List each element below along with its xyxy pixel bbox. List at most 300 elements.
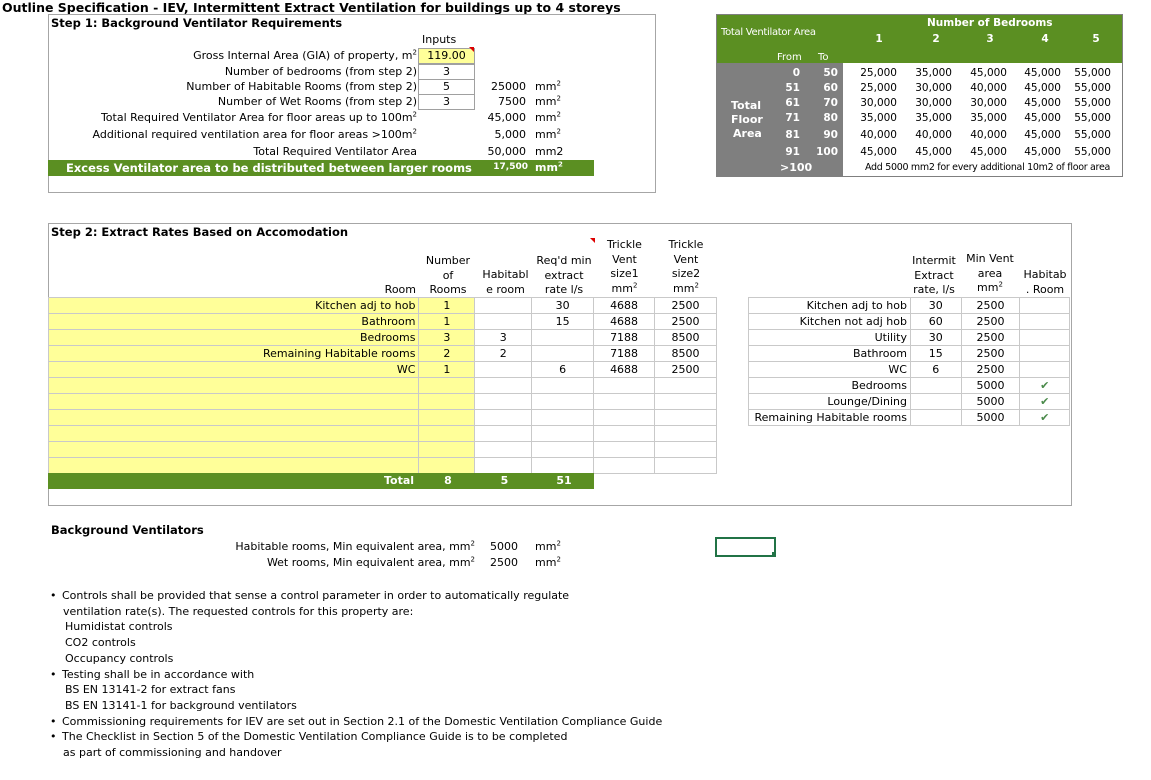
trickle2-cell bbox=[655, 442, 717, 458]
trickle1-cell: 7188 bbox=[594, 330, 655, 346]
ref-rate-cell: 30 bbox=[910, 298, 961, 314]
habitable-check-icon: ✔ bbox=[1020, 394, 1070, 410]
bedroom-column-header: 2 bbox=[932, 33, 940, 45]
number-cell[interactable] bbox=[419, 410, 475, 426]
text-part: extract bbox=[544, 268, 584, 282]
text-part: Wet rooms, Min equivalent area, mm bbox=[266, 556, 471, 569]
note-line: Humidistat controls bbox=[65, 620, 173, 634]
to-label: To bbox=[818, 52, 829, 63]
trickle-vent-2-header bbox=[655, 238, 717, 251]
trickle2-cell: 8500 bbox=[655, 330, 717, 346]
reqd-rate-cell: 15 bbox=[532, 314, 594, 330]
background-row-label bbox=[180, 540, 475, 553]
room-name-cell[interactable] bbox=[49, 410, 419, 426]
lookup-value: 35,000 bbox=[860, 112, 897, 124]
ref-rate-cell bbox=[910, 378, 961, 394]
text-part: mm bbox=[535, 80, 557, 93]
reference-row bbox=[749, 378, 1070, 394]
empty-cell bbox=[655, 458, 717, 474]
step2-heading: Step 2: Extract Rates Based on Accomodation bbox=[51, 225, 349, 239]
number-cell[interactable] bbox=[419, 378, 475, 394]
lookup-value: 40,000 bbox=[915, 129, 952, 141]
reqd-rate-header bbox=[533, 269, 595, 282]
excess-value: 17,500 bbox=[493, 162, 528, 172]
lookup-row bbox=[717, 144, 1122, 160]
habitable-cell bbox=[475, 314, 532, 330]
trickle1-cell bbox=[594, 410, 655, 426]
reference-rates-table bbox=[748, 297, 1070, 426]
trickle1-cell: 7188 bbox=[594, 346, 655, 362]
reference-rates-body bbox=[749, 298, 1070, 426]
ref-rate-cell bbox=[910, 410, 961, 426]
superscript: 2 bbox=[556, 110, 561, 119]
number-of-rooms-header bbox=[420, 254, 476, 267]
note-line: Controls shall be provided that sense a control parameter in order to automatically regulate bbox=[62, 589, 570, 602]
reference-row bbox=[749, 314, 1070, 330]
text-part: Habitabl bbox=[482, 268, 529, 281]
reference-row bbox=[749, 394, 1070, 410]
superscript: 2 bbox=[470, 555, 475, 564]
lookup-value: 55,000 bbox=[1074, 82, 1111, 94]
empty-cell bbox=[594, 458, 655, 474]
lookup-row bbox=[717, 65, 1122, 81]
total-reqd: 51 bbox=[556, 474, 572, 487]
lookup-to: 80 bbox=[823, 112, 838, 124]
room-name-cell[interactable]: Remaining Habitable rooms bbox=[49, 346, 419, 362]
lookup-value: 30,000 bbox=[915, 97, 952, 109]
text-part: size1 bbox=[610, 267, 639, 280]
trickle-vent-1-header bbox=[595, 267, 654, 280]
text-part: rate, l/s bbox=[913, 283, 955, 296]
reqd-rate-cell bbox=[532, 426, 594, 442]
lookup-value: 45,000 bbox=[1024, 67, 1061, 79]
step1-row-value: 5,000 bbox=[494, 128, 526, 141]
text-part: mm bbox=[977, 281, 999, 294]
bullet-icon: • bbox=[50, 730, 57, 744]
ventilator-lookup-table bbox=[716, 14, 1123, 177]
superscript: 2 bbox=[412, 127, 417, 136]
text-part: mm bbox=[535, 111, 557, 124]
text-part: Trickle bbox=[668, 238, 704, 251]
text-part: mm bbox=[673, 281, 695, 295]
text-part: mm bbox=[535, 540, 557, 553]
lookup-value: 45,000 bbox=[860, 146, 897, 158]
lookup-from: 0 bbox=[792, 67, 800, 79]
text-part: Habitable rooms, Min equivalent area, mm bbox=[235, 540, 471, 553]
text-part: of bbox=[442, 268, 454, 282]
table-row bbox=[49, 346, 717, 362]
total-floor-area-label-1: Total bbox=[731, 99, 762, 112]
superscript: 2 bbox=[412, 110, 417, 119]
step1-row-label bbox=[60, 65, 417, 78]
table-row bbox=[49, 362, 717, 378]
intermit-rate-header bbox=[908, 254, 960, 267]
total-number: 8 bbox=[444, 474, 452, 487]
lookup-value: 45,000 bbox=[1024, 97, 1061, 109]
bedroom-column-header: 4 bbox=[1041, 33, 1049, 45]
habitable-check-icon: ✔ bbox=[1020, 410, 1070, 426]
ref-rate-cell: 60 bbox=[910, 314, 961, 330]
reqd-rate-cell bbox=[532, 442, 594, 458]
text-part: e room bbox=[486, 282, 525, 296]
over-100-label: >100 bbox=[780, 161, 813, 174]
lookup-value: 25,000 bbox=[860, 82, 897, 94]
habitable-cell bbox=[475, 410, 532, 426]
reqd-rate-cell: 6 bbox=[532, 362, 594, 378]
step1-heading: Step 1: Background Ventilator Requirements bbox=[51, 16, 343, 30]
lookup-to: 100 bbox=[816, 146, 838, 158]
reqd-rate-cell bbox=[532, 394, 594, 410]
step1-row-unit bbox=[535, 95, 561, 108]
habitable-cell: 2 bbox=[475, 346, 532, 362]
number-cell[interactable] bbox=[419, 394, 475, 410]
step1-input-field[interactable]: 3 bbox=[418, 64, 475, 80]
text-part: area bbox=[977, 266, 1003, 280]
ref-room-cell: Utility bbox=[749, 330, 911, 346]
ref-area-cell: 5000 bbox=[961, 378, 1020, 394]
habitable-check-icon bbox=[1020, 298, 1070, 314]
lookup-from: 81 bbox=[785, 129, 800, 141]
lookup-value: 45,000 bbox=[1024, 129, 1061, 141]
min-vent-area-header bbox=[960, 252, 1020, 265]
background-row-value: 2500 bbox=[490, 556, 518, 569]
text-part: mm bbox=[535, 95, 557, 108]
trickle2-cell bbox=[655, 410, 717, 426]
room-header: Room bbox=[384, 283, 416, 296]
ref-room-cell: Lounge/Dining bbox=[749, 394, 911, 410]
step1-row-label bbox=[60, 111, 417, 124]
bedroom-column-header: 5 bbox=[1092, 33, 1100, 45]
lookup-to: 90 bbox=[823, 129, 838, 141]
ref-area-cell: 2500 bbox=[961, 298, 1020, 314]
superscript: 2 bbox=[470, 539, 475, 548]
lookup-value: 30,000 bbox=[915, 82, 952, 94]
sheet-title: Outline Specification - IEV, Intermittent Extract Ventilation for buildings up to 4 storeys bbox=[2, 0, 621, 15]
reqd-rate-cell bbox=[532, 330, 594, 346]
text-part: Additional required ventilation area for floor areas >100m bbox=[92, 128, 413, 141]
ref-room-cell: Kitchen adj to hob bbox=[749, 298, 911, 314]
text-part: Trickle bbox=[607, 238, 642, 251]
number-cell[interactable]: 3 bbox=[419, 330, 475, 346]
bullet-icon: • bbox=[50, 589, 57, 602]
lookup-from: 51 bbox=[785, 82, 800, 94]
trickle-vent-1-header bbox=[595, 238, 654, 251]
step1-row-unit bbox=[535, 111, 561, 124]
background-row-value: 5000 bbox=[490, 540, 518, 553]
text-part: Vent bbox=[612, 252, 637, 266]
note-line: BS EN 13141-2 for extract fans bbox=[65, 683, 236, 697]
trickle2-cell bbox=[655, 378, 717, 394]
trickle2-cell: 2500 bbox=[655, 298, 717, 314]
number-cell[interactable]: 2 bbox=[419, 346, 475, 362]
note-line: as part of commissioning and handover bbox=[63, 746, 282, 759]
bedroom-column-header: 1 bbox=[875, 33, 883, 45]
habitable-header bbox=[477, 283, 534, 296]
trickle1-cell bbox=[594, 378, 655, 394]
lookup-row bbox=[717, 80, 1122, 96]
step1-row-unit bbox=[535, 145, 563, 158]
reference-row bbox=[749, 362, 1070, 378]
habitable-cell bbox=[475, 298, 532, 314]
text-part: Intermit bbox=[912, 254, 956, 267]
empty-cell bbox=[419, 458, 475, 474]
text-part: mm bbox=[535, 128, 557, 141]
background-row-unit bbox=[535, 556, 561, 569]
table-row bbox=[49, 410, 717, 426]
room-name-cell[interactable] bbox=[49, 394, 419, 410]
note-line: CO2 controls bbox=[65, 636, 136, 650]
excess-unit: $mm^2$ bbox=[535, 160, 563, 174]
lookup-from: 91 bbox=[785, 146, 800, 158]
habitable-header bbox=[477, 268, 534, 281]
trickle-vent-2-header bbox=[655, 267, 717, 280]
step1-input-field[interactable]: 5 bbox=[418, 79, 475, 95]
trickle-vent-2-header bbox=[655, 253, 717, 266]
step1-input-field[interactable]: 3 bbox=[418, 94, 475, 110]
empty-cell bbox=[475, 458, 532, 474]
excess-label: Excess Ventilator area to be distributed between larger rooms bbox=[66, 161, 472, 175]
fill-handle[interactable] bbox=[772, 552, 776, 556]
trickle2-cell: 8500 bbox=[655, 346, 717, 362]
ref-room-cell: Bedrooms bbox=[749, 378, 911, 394]
lookup-title: Total Ventilator Area bbox=[721, 27, 816, 38]
habitable-check-icon bbox=[1020, 330, 1070, 346]
total-floor-area-label-3: Area bbox=[733, 127, 762, 140]
empty-cell bbox=[49, 458, 419, 474]
text-part: Extract bbox=[914, 268, 954, 282]
reference-row bbox=[749, 330, 1070, 346]
habitable-cell bbox=[475, 442, 532, 458]
note-line: BS EN 13141-1 for background ventilators bbox=[65, 698, 297, 712]
text-part: Rooms bbox=[429, 283, 467, 296]
trickle1-cell: 4688 bbox=[594, 298, 655, 314]
habitable-cell bbox=[475, 394, 532, 410]
lookup-to: 60 bbox=[823, 82, 838, 94]
reference-row bbox=[749, 346, 1070, 362]
habitable-cell bbox=[475, 362, 532, 378]
reqd-rate-cell: 30 bbox=[532, 298, 594, 314]
note-line: The Checklist in Section 5 of the Domestic Ventilation Compliance Guide is to be completed bbox=[62, 730, 568, 744]
trickle2-cell bbox=[655, 426, 717, 442]
table-row bbox=[49, 442, 717, 458]
lookup-value: 40,000 bbox=[860, 129, 897, 141]
superscript: 2 bbox=[556, 94, 561, 103]
text-part: Habitab bbox=[1023, 268, 1067, 281]
ref-area-cell: 2500 bbox=[961, 362, 1020, 378]
room-name-cell[interactable]: Bedrooms bbox=[49, 330, 419, 346]
lookup-value: 45,000 bbox=[1024, 146, 1061, 158]
superscript: 2 bbox=[412, 48, 417, 57]
text-part: size2 bbox=[671, 267, 701, 280]
extract-rates-body bbox=[49, 298, 717, 474]
lookup-value: 40,000 bbox=[970, 82, 1007, 94]
reqd-rate-cell bbox=[532, 346, 594, 362]
step1-row-unit bbox=[535, 128, 561, 141]
trickle1-cell bbox=[594, 442, 655, 458]
intermit-rate-header bbox=[908, 269, 960, 282]
ref-area-cell: 5000 bbox=[961, 394, 1020, 410]
room-name-cell[interactable] bbox=[49, 442, 419, 458]
lookup-value: 35,000 bbox=[915, 112, 952, 124]
lookup-value: 30,000 bbox=[860, 97, 897, 109]
lookup-from: 71 bbox=[785, 112, 800, 124]
lookup-value: 45,000 bbox=[915, 146, 952, 158]
table-row bbox=[49, 298, 717, 314]
step1-input-field[interactable]: 119.00 bbox=[418, 48, 475, 64]
comment-indicator bbox=[469, 47, 474, 52]
number-cell[interactable] bbox=[419, 442, 475, 458]
number-of-rooms-header bbox=[420, 269, 476, 282]
lookup-from: 61 bbox=[785, 97, 800, 109]
text-part: Gross Internal Area (GIA) of property, m bbox=[193, 49, 413, 62]
text-part: Total Required Ventilator Area for floor areas up to 100m bbox=[100, 111, 413, 124]
habitable-cell: 3 bbox=[475, 330, 532, 346]
table-row bbox=[49, 314, 717, 330]
lookup-value: 55,000 bbox=[1074, 97, 1111, 109]
superscript: 2 bbox=[998, 280, 1003, 289]
trickle1-cell bbox=[594, 394, 655, 410]
superscript: 2 bbox=[556, 127, 561, 136]
text-part: rate l/s bbox=[544, 283, 584, 296]
note-line: ventilation rate(s). The requested controls for this property are: bbox=[63, 604, 414, 618]
habitable-cell bbox=[475, 426, 532, 442]
step1-row-label bbox=[60, 145, 417, 158]
ref-rate-cell: 15 bbox=[910, 346, 961, 362]
lookup-row bbox=[717, 95, 1122, 111]
lookup-to: 50 bbox=[823, 67, 838, 79]
number-of-rooms-header bbox=[420, 283, 476, 296]
bullet-icon: • bbox=[50, 667, 57, 681]
habitable-check-icon bbox=[1020, 346, 1070, 362]
text-part: Min Vent bbox=[966, 252, 1014, 265]
lookup-value: 35,000 bbox=[915, 67, 952, 79]
ref-room-cell: WC bbox=[749, 362, 911, 378]
trickle-vent-2-header bbox=[655, 282, 717, 295]
trickle1-cell: 4688 bbox=[594, 362, 655, 378]
text-part: mm bbox=[535, 556, 557, 569]
room-name-cell[interactable]: WC bbox=[49, 362, 419, 378]
step1-row-label bbox=[60, 80, 417, 93]
ref-rate-cell bbox=[910, 394, 961, 410]
lookup-value: 55,000 bbox=[1074, 146, 1111, 158]
text-part: . Room bbox=[1025, 282, 1065, 296]
number-cell[interactable]: 1 bbox=[419, 298, 475, 314]
note-line: Testing shall be in accordance with bbox=[62, 667, 255, 681]
lookup-value: 45,000 bbox=[1024, 82, 1061, 94]
selected-cell[interactable] bbox=[715, 537, 776, 557]
habitable-room-header bbox=[1020, 268, 1070, 281]
room-name-cell[interactable] bbox=[49, 378, 419, 394]
table-row bbox=[49, 458, 717, 474]
trickle-vent-1-header bbox=[595, 253, 654, 266]
text-part: Number of Habitable Rooms (from step 2) bbox=[186, 80, 417, 93]
trickle1-cell: 4688 bbox=[594, 314, 655, 330]
number-cell[interactable] bbox=[419, 426, 475, 442]
habitable-cell bbox=[475, 378, 532, 394]
min-vent-area-header bbox=[960, 267, 1020, 280]
trickle2-cell: 2500 bbox=[655, 314, 717, 330]
background-heading: Background Ventilators bbox=[51, 523, 204, 537]
ref-rate-cell: 6 bbox=[910, 362, 961, 378]
trickle2-cell bbox=[655, 394, 717, 410]
lookup-value: 55,000 bbox=[1074, 112, 1111, 124]
total-floor-area-label-2: Floor bbox=[731, 113, 763, 126]
ref-room-cell: Remaining Habitable rooms bbox=[749, 410, 911, 426]
from-label: From bbox=[777, 52, 802, 63]
text-part: Number of bedrooms (from step 2) bbox=[224, 65, 417, 78]
ref-room-cell: Bathroom bbox=[749, 346, 911, 362]
habitable-check-icon bbox=[1020, 362, 1070, 378]
comment-indicator bbox=[590, 238, 595, 243]
step1-row-value: 50,000 bbox=[487, 145, 526, 158]
bedroom-column-header: 3 bbox=[986, 33, 994, 45]
note-line: Commissioning requirements for IEV are set out in Section 2.1 of the Domestic Ventilation Compliance Guide bbox=[62, 714, 663, 728]
room-name-cell[interactable]: Bathroom bbox=[49, 314, 419, 330]
step1-row-label bbox=[60, 95, 417, 108]
step1-row-unit bbox=[535, 80, 561, 93]
reference-row bbox=[749, 298, 1070, 314]
superscript: 2 bbox=[556, 555, 561, 564]
text-part: Number bbox=[425, 254, 471, 267]
room-name-cell[interactable] bbox=[49, 426, 419, 442]
extract-rates-table bbox=[48, 297, 717, 474]
lookup-value: 45,000 bbox=[1024, 112, 1061, 124]
reqd-rate-cell bbox=[532, 410, 594, 426]
total-label: Total bbox=[384, 474, 415, 487]
inputs-label: Inputs bbox=[422, 33, 457, 46]
trickle1-cell bbox=[594, 426, 655, 442]
text-part: Number of Wet Rooms (from step 2) bbox=[217, 95, 417, 108]
step1-row-label bbox=[60, 49, 417, 62]
lookup-row bbox=[717, 110, 1122, 126]
over-100-note: Add 5000 mm2 for every additional 10m2 of floor area bbox=[865, 162, 1111, 173]
trickle-vent-1-header bbox=[595, 282, 654, 295]
empty-cell bbox=[532, 458, 594, 474]
lookup-value: 40,000 bbox=[970, 129, 1007, 141]
reqd-rate-cell bbox=[532, 378, 594, 394]
lookup-value: 55,000 bbox=[1074, 67, 1111, 79]
text-part: mm bbox=[611, 281, 633, 295]
ref-area-cell: 5000 bbox=[961, 410, 1020, 426]
text-part: Vent bbox=[673, 252, 699, 266]
lookup-value: 55,000 bbox=[1074, 129, 1111, 141]
ref-rate-cell: 30 bbox=[910, 330, 961, 346]
text-part: Req'd min bbox=[536, 254, 592, 267]
superscript: 2 bbox=[632, 280, 638, 289]
background-row-unit bbox=[535, 540, 561, 553]
number-cell[interactable]: 1 bbox=[419, 314, 475, 330]
lookup-value: 45,000 bbox=[970, 67, 1007, 79]
lookup-value: 35,000 bbox=[970, 112, 1007, 124]
ref-area-cell: 2500 bbox=[961, 314, 1020, 330]
room-name-cell[interactable]: Kitchen adj to hob bbox=[49, 298, 419, 314]
reference-row bbox=[749, 410, 1070, 426]
step1-row-value: 25000 bbox=[491, 80, 526, 93]
bedrooms-header: Number of Bedrooms bbox=[927, 17, 1053, 29]
text-part: mm2 bbox=[535, 145, 564, 158]
reqd-rate-header bbox=[533, 254, 595, 267]
step1-row-label bbox=[60, 128, 417, 141]
text-part: Total Required Ventilator Area bbox=[253, 145, 417, 158]
lookup-value: 25,000 bbox=[860, 67, 897, 79]
intermit-rate-header bbox=[908, 283, 960, 296]
table-row bbox=[49, 426, 717, 442]
habitable-room-header bbox=[1020, 283, 1070, 296]
trickle2-cell: 2500 bbox=[655, 362, 717, 378]
habitable-check-icon: ✔ bbox=[1020, 378, 1070, 394]
number-cell[interactable]: 1 bbox=[419, 362, 475, 378]
table-row bbox=[49, 330, 717, 346]
